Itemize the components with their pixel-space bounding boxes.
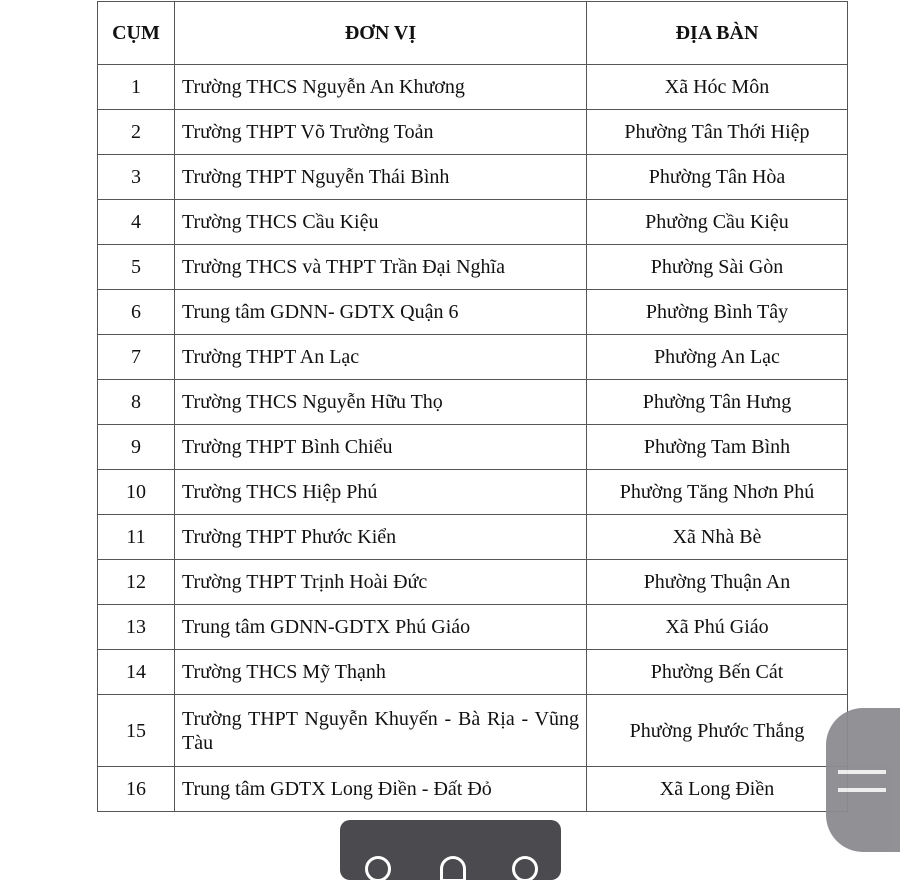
table-row: [98, 515, 848, 560]
cell-dia-ban: Phường Tăng Nhơn Phú: [587, 470, 848, 515]
cell-don-vi: Trường THCS Cầu Kiệu: [175, 200, 587, 245]
toolbar-icon[interactable]: [365, 856, 391, 882]
cell-don-vi: Trung tâm GDNN- GDTX Quận 6: [175, 290, 587, 335]
cell-dia-ban: Xã Phú Giáo: [587, 605, 848, 650]
cell-cum: 10: [98, 470, 175, 515]
header-dia-ban: ĐỊA BÀN: [587, 2, 848, 65]
cell-dia-ban: Phường Phước Thắng: [587, 695, 848, 767]
cell-cum: 14: [98, 650, 175, 695]
cell-dia-ban: Phường An Lạc: [587, 335, 848, 380]
table-row: [98, 560, 848, 605]
cell-dia-ban: Phường Tân Hòa: [587, 155, 848, 200]
table-row: [98, 605, 848, 650]
cell-don-vi: Trường THPT Trịnh Hoài Đức: [175, 560, 587, 605]
cell-don-vi: Trường THCS Mỹ Thạnh: [175, 650, 587, 695]
cell-don-vi: Trường THPT Nguyễn Khuyến - Bà Rịa - Vũng Tàu: [175, 695, 587, 767]
cell-cum: 11: [98, 515, 175, 560]
cell-dia-ban: Phường Tân Thới Hiệp: [587, 110, 848, 155]
menu-lines-icon: [838, 770, 886, 774]
header-cum: CỤM: [98, 2, 175, 65]
table-row: [98, 470, 848, 515]
cell-dia-ban: Phường Bến Cát: [587, 650, 848, 695]
cell-cum: 1: [98, 65, 175, 110]
cell-don-vi: Trường THCS và THPT Trần Đại Nghĩa: [175, 245, 587, 290]
cell-don-vi: Trường THPT An Lạc: [175, 335, 587, 380]
cell-don-vi: Trung tâm GDTX Long Điền - Đất Đỏ: [175, 767, 587, 812]
cluster-table: [97, 1, 848, 812]
cell-don-vi: Trường THCS Nguyễn An Khương: [175, 65, 587, 110]
cell-cum: 15: [98, 695, 175, 767]
cell-dia-ban: Phường Sài Gòn: [587, 245, 848, 290]
cell-dia-ban: Xã Long Điền: [587, 767, 848, 812]
cell-dia-ban: Xã Nhà Bè: [587, 515, 848, 560]
cell-dia-ban: Phường Tân Hưng: [587, 380, 848, 425]
table-row: [98, 695, 848, 767]
cell-don-vi: Trường THPT Nguyễn Thái Bình: [175, 155, 587, 200]
cell-cum: 12: [98, 560, 175, 605]
table-row: [98, 155, 848, 200]
cell-dia-ban: Phường Cầu Kiệu: [587, 200, 848, 245]
cell-don-vi: Trường THPT Võ Trường Toản: [175, 110, 587, 155]
toolbar-icon[interactable]: [512, 856, 538, 882]
toolbar-icon[interactable]: [440, 856, 466, 882]
cell-cum: 4: [98, 200, 175, 245]
cell-cum: 2: [98, 110, 175, 155]
cell-dia-ban: Xã Hóc Môn: [587, 65, 848, 110]
table-row: [98, 335, 848, 380]
cell-don-vi: Trường THPT Bình Chiểu: [175, 425, 587, 470]
cell-don-vi: Trường THPT Phước Kiển: [175, 515, 587, 560]
cell-dia-ban: Phường Thuận An: [587, 560, 848, 605]
cell-cum: 16: [98, 767, 175, 812]
table-row: [98, 65, 848, 110]
cell-don-vi: Trung tâm GDNN-GDTX Phú Giáo: [175, 605, 587, 650]
table-row: [98, 290, 848, 335]
bottom-toolbar[interactable]: [340, 820, 561, 880]
cell-cum: 8: [98, 380, 175, 425]
cell-cum: 9: [98, 425, 175, 470]
table-row: [98, 380, 848, 425]
cell-dia-ban: Phường Tam Bình: [587, 425, 848, 470]
cell-cum: 3: [98, 155, 175, 200]
cell-don-vi: Trường THCS Hiệp Phú: [175, 470, 587, 515]
side-drawer-handle[interactable]: [826, 708, 900, 852]
cell-cum: 13: [98, 605, 175, 650]
table-row: [98, 200, 848, 245]
cell-cum: 6: [98, 290, 175, 335]
table-row: [98, 245, 848, 290]
cell-cum: 5: [98, 245, 175, 290]
cell-dia-ban: Phường Bình Tây: [587, 290, 848, 335]
cell-cum: 7: [98, 335, 175, 380]
header-don-vi: ĐƠN VỊ: [175, 2, 587, 65]
table-row: [98, 425, 848, 470]
table-row: [98, 767, 848, 812]
table-row: [98, 110, 848, 155]
table-row: [98, 650, 848, 695]
cell-don-vi: Trường THCS Nguyễn Hữu Thọ: [175, 380, 587, 425]
menu-lines-icon: [838, 788, 886, 792]
table-header-row: [98, 2, 848, 65]
